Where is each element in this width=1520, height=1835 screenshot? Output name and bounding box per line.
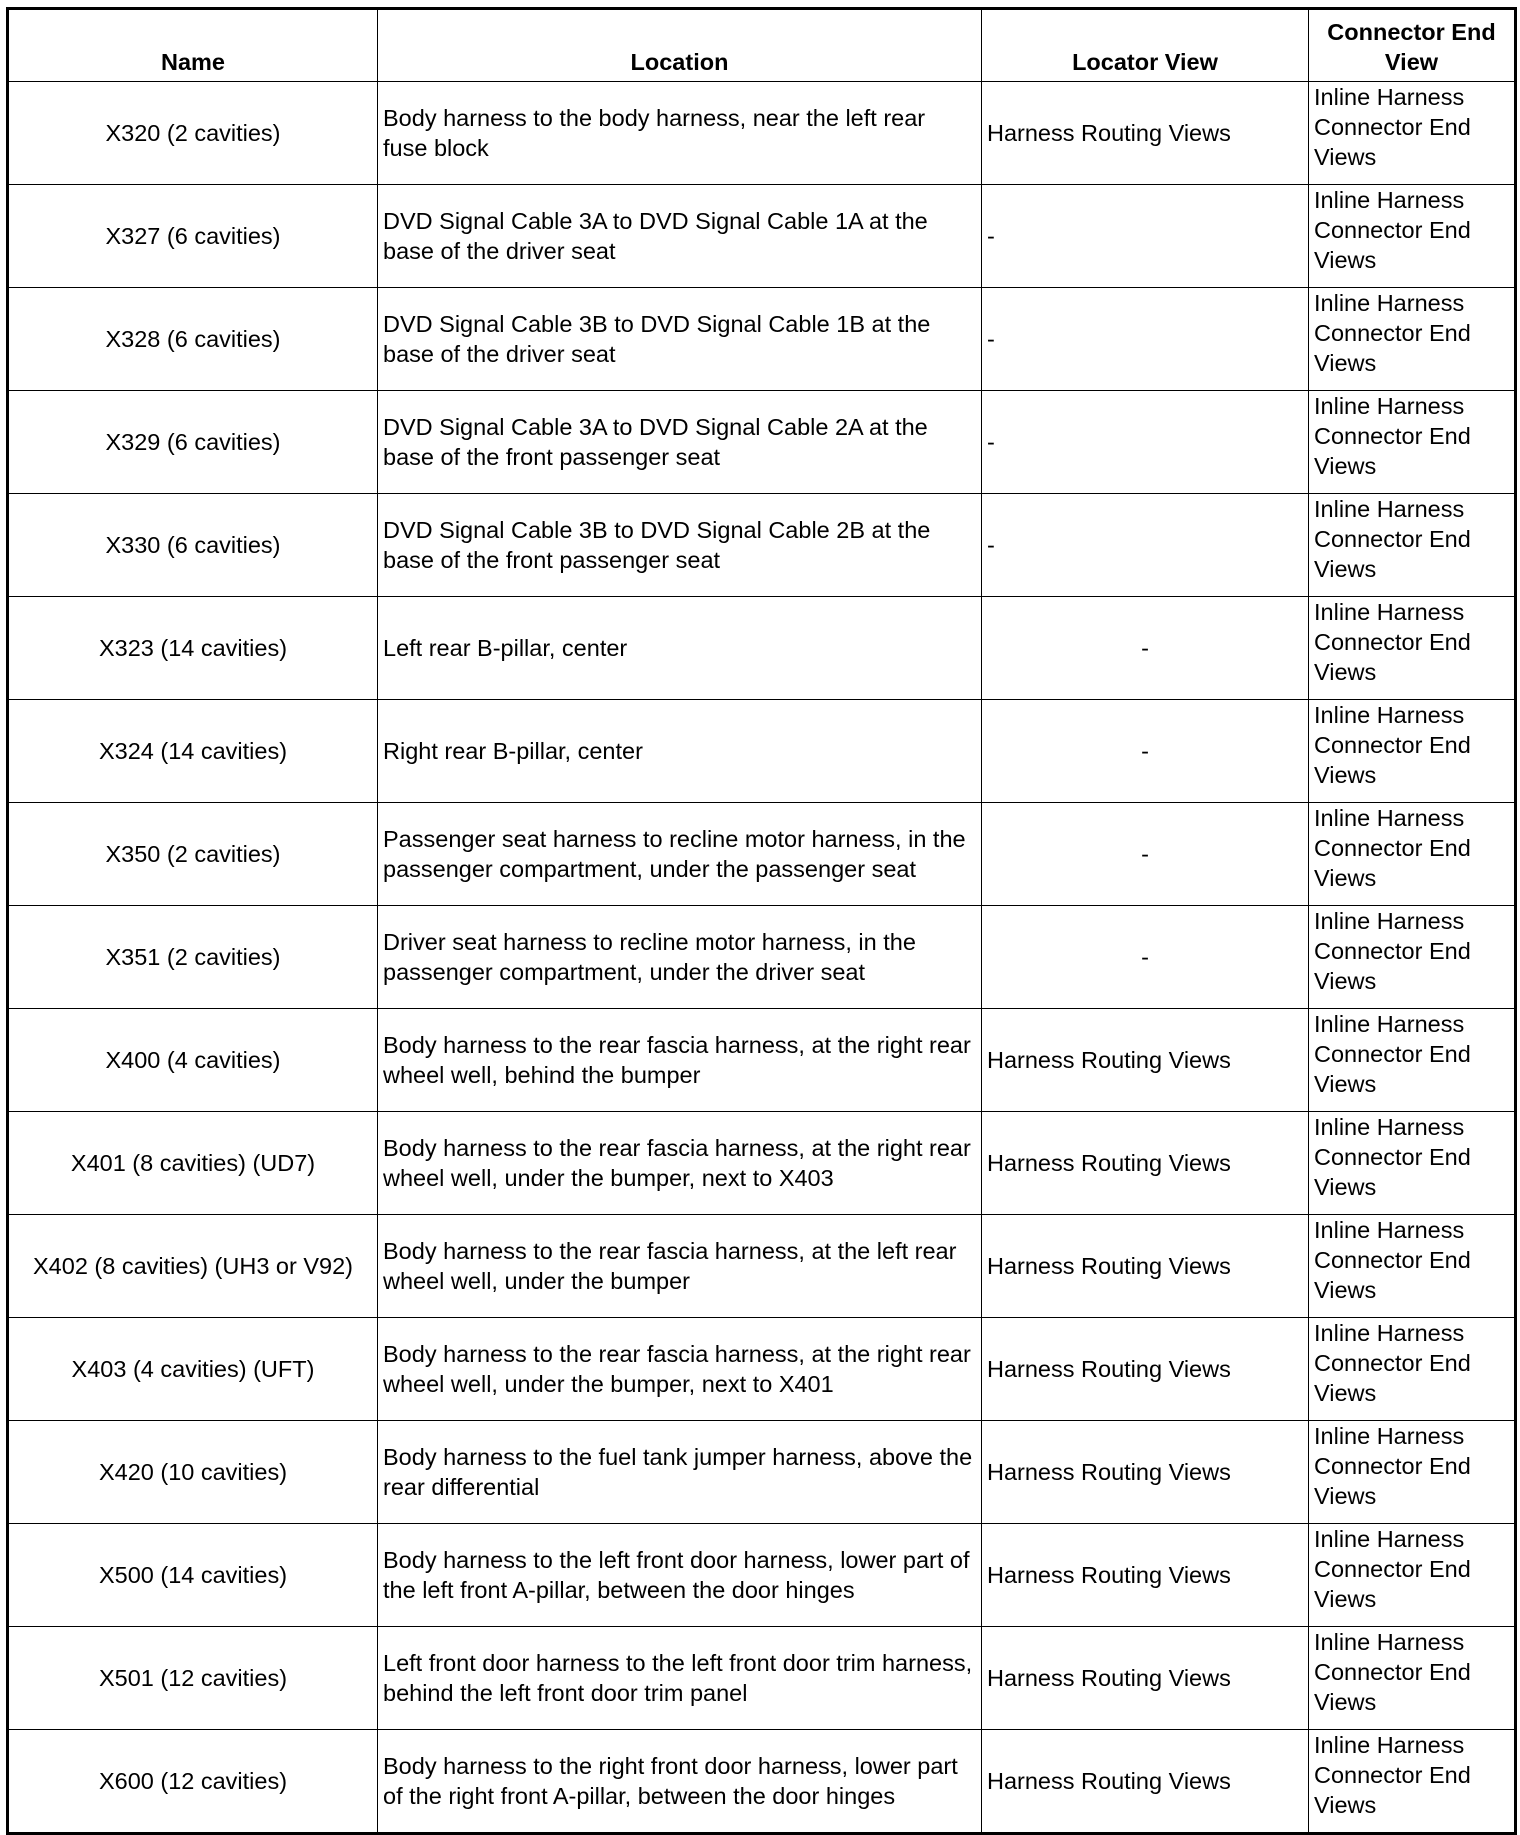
cell-name: X324 (14 cavities) <box>8 700 378 803</box>
cell-name: X400 (4 cavities) <box>8 1009 378 1112</box>
cell-connector-end-view: Inline Harness Connector End Views <box>1309 82 1516 185</box>
cell-connector-end-view: Inline Harness Connector End Views <box>1309 1318 1516 1421</box>
table-row <box>8 288 1516 391</box>
table-row <box>8 1215 1516 1318</box>
header-connector-end-view: Connector End View <box>1309 9 1516 82</box>
table-row <box>8 494 1516 597</box>
cell-locator-view: Harness Routing Views <box>982 1112 1309 1215</box>
cell-name: X330 (6 cavities) <box>8 494 378 597</box>
cell-connector-end-view: Inline Harness Connector End Views <box>1309 803 1516 906</box>
cell-locator-view: Harness Routing Views <box>982 82 1309 185</box>
cell-name: X403 (4 cavities) (UFT) <box>8 1318 378 1421</box>
cell-locator-view: - <box>982 597 1309 700</box>
table-row <box>8 1627 1516 1730</box>
table-row <box>8 803 1516 906</box>
cell-name: X327 (6 cavities) <box>8 185 378 288</box>
cell-locator-view: - <box>982 494 1309 597</box>
cell-name: X323 (14 cavities) <box>8 597 378 700</box>
cell-location: Body harness to the rear fascia harness, at the right rear wheel well, under the bumper, next to X403 <box>378 1112 982 1215</box>
inline-connector-table <box>6 7 1517 1835</box>
table-row <box>8 185 1516 288</box>
cell-connector-end-view: Inline Harness Connector End Views <box>1309 185 1516 288</box>
cell-location: Body harness to the rear fascia harness, at the left rear wheel well, under the bumper <box>378 1215 982 1318</box>
cell-connector-end-view: Inline Harness Connector End Views <box>1309 494 1516 597</box>
cell-location: Body harness to the right front door harness, lower part of the right front A-pillar, between the door hinges <box>378 1730 982 1834</box>
cell-connector-end-view: Inline Harness Connector End Views <box>1309 1627 1516 1730</box>
cell-name: X350 (2 cavities) <box>8 803 378 906</box>
cell-locator-view: - <box>982 803 1309 906</box>
cell-connector-end-view: Inline Harness Connector End Views <box>1309 1524 1516 1627</box>
table-row <box>8 906 1516 1009</box>
cell-locator-view: Harness Routing Views <box>982 1215 1309 1318</box>
cell-location: Passenger seat harness to recline motor harness, in the passenger compartment, under the passenger seat <box>378 803 982 906</box>
cell-locator-view: - <box>982 288 1309 391</box>
cell-connector-end-view: Inline Harness Connector End Views <box>1309 1215 1516 1318</box>
cell-locator-view: - <box>982 185 1309 288</box>
table-row <box>8 1421 1516 1524</box>
table-row <box>8 700 1516 803</box>
cell-connector-end-view: Inline Harness Connector End Views <box>1309 597 1516 700</box>
table-row <box>8 82 1516 185</box>
table-row <box>8 1730 1516 1834</box>
table-row <box>8 1009 1516 1112</box>
cell-location: Right rear B-pillar, center <box>378 700 982 803</box>
cell-connector-end-view: Inline Harness Connector End Views <box>1309 700 1516 803</box>
cell-locator-view: - <box>982 906 1309 1009</box>
header-name: Name <box>8 9 378 82</box>
cell-name: X420 (10 cavities) <box>8 1421 378 1524</box>
cell-location: Body harness to the rear fascia harness, at the right rear wheel well, behind the bumper <box>378 1009 982 1112</box>
cell-name: X328 (6 cavities) <box>8 288 378 391</box>
table-row <box>8 1112 1516 1215</box>
cell-name: X351 (2 cavities) <box>8 906 378 1009</box>
cell-connector-end-view: Inline Harness Connector End Views <box>1309 1112 1516 1215</box>
cell-connector-end-view: Inline Harness Connector End Views <box>1309 906 1516 1009</box>
cell-location: Body harness to the fuel tank jumper harness, above the rear differential <box>378 1421 982 1524</box>
cell-name: X329 (6 cavities) <box>8 391 378 494</box>
cell-connector-end-view: Inline Harness Connector End Views <box>1309 288 1516 391</box>
cell-locator-view: - <box>982 391 1309 494</box>
cell-locator-view: Harness Routing Views <box>982 1730 1309 1834</box>
cell-location: Body harness to the body harness, near the left rear fuse block <box>378 82 982 185</box>
cell-location: Body harness to the rear fascia harness, at the right rear wheel well, under the bumper, next to X401 <box>378 1318 982 1421</box>
table-header-row <box>8 9 1516 82</box>
cell-location: Left rear B-pillar, center <box>378 597 982 700</box>
cell-name: X401 (8 cavities) (UD7) <box>8 1112 378 1215</box>
cell-locator-view: - <box>982 700 1309 803</box>
cell-connector-end-view: Inline Harness Connector End Views <box>1309 1009 1516 1112</box>
cell-location: Driver seat harness to recline motor harness, in the passenger compartment, under the driver seat <box>378 906 982 1009</box>
cell-location: Left front door harness to the left front door trim harness, behind the left front door trim panel <box>378 1627 982 1730</box>
header-locator-view: Locator View <box>982 9 1309 82</box>
cell-location: DVD Signal Cable 3B to DVD Signal Cable 1B at the base of the driver seat <box>378 288 982 391</box>
table-row <box>8 1524 1516 1627</box>
cell-locator-view: Harness Routing Views <box>982 1627 1309 1730</box>
cell-connector-end-view: Inline Harness Connector End Views <box>1309 1730 1516 1834</box>
cell-location: DVD Signal Cable 3B to DVD Signal Cable 2B at the base of the front passenger seat <box>378 494 982 597</box>
table-row <box>8 1318 1516 1421</box>
cell-locator-view: Harness Routing Views <box>982 1421 1309 1524</box>
cell-connector-end-view: Inline Harness Connector End Views <box>1309 391 1516 494</box>
cell-name: X501 (12 cavities) <box>8 1627 378 1730</box>
cell-connector-end-view: Inline Harness Connector End Views <box>1309 1421 1516 1524</box>
header-location: Location <box>378 9 982 82</box>
table-row <box>8 391 1516 494</box>
cell-name: X402 (8 cavities) (UH3 or V92) <box>8 1215 378 1318</box>
table-body <box>8 82 1516 1834</box>
cell-name: X600 (12 cavities) <box>8 1730 378 1834</box>
table-row <box>8 597 1516 700</box>
cell-location: DVD Signal Cable 3A to DVD Signal Cable 1A at the base of the driver seat <box>378 185 982 288</box>
cell-location: DVD Signal Cable 3A to DVD Signal Cable 2A at the base of the front passenger seat <box>378 391 982 494</box>
cell-locator-view: Harness Routing Views <box>982 1009 1309 1112</box>
cell-locator-view: Harness Routing Views <box>982 1524 1309 1627</box>
cell-location: Body harness to the left front door harness, lower part of the left front A-pillar, between the door hinges <box>378 1524 982 1627</box>
cell-name: X500 (14 cavities) <box>8 1524 378 1627</box>
cell-locator-view: Harness Routing Views <box>982 1318 1309 1421</box>
cell-name: X320 (2 cavities) <box>8 82 378 185</box>
